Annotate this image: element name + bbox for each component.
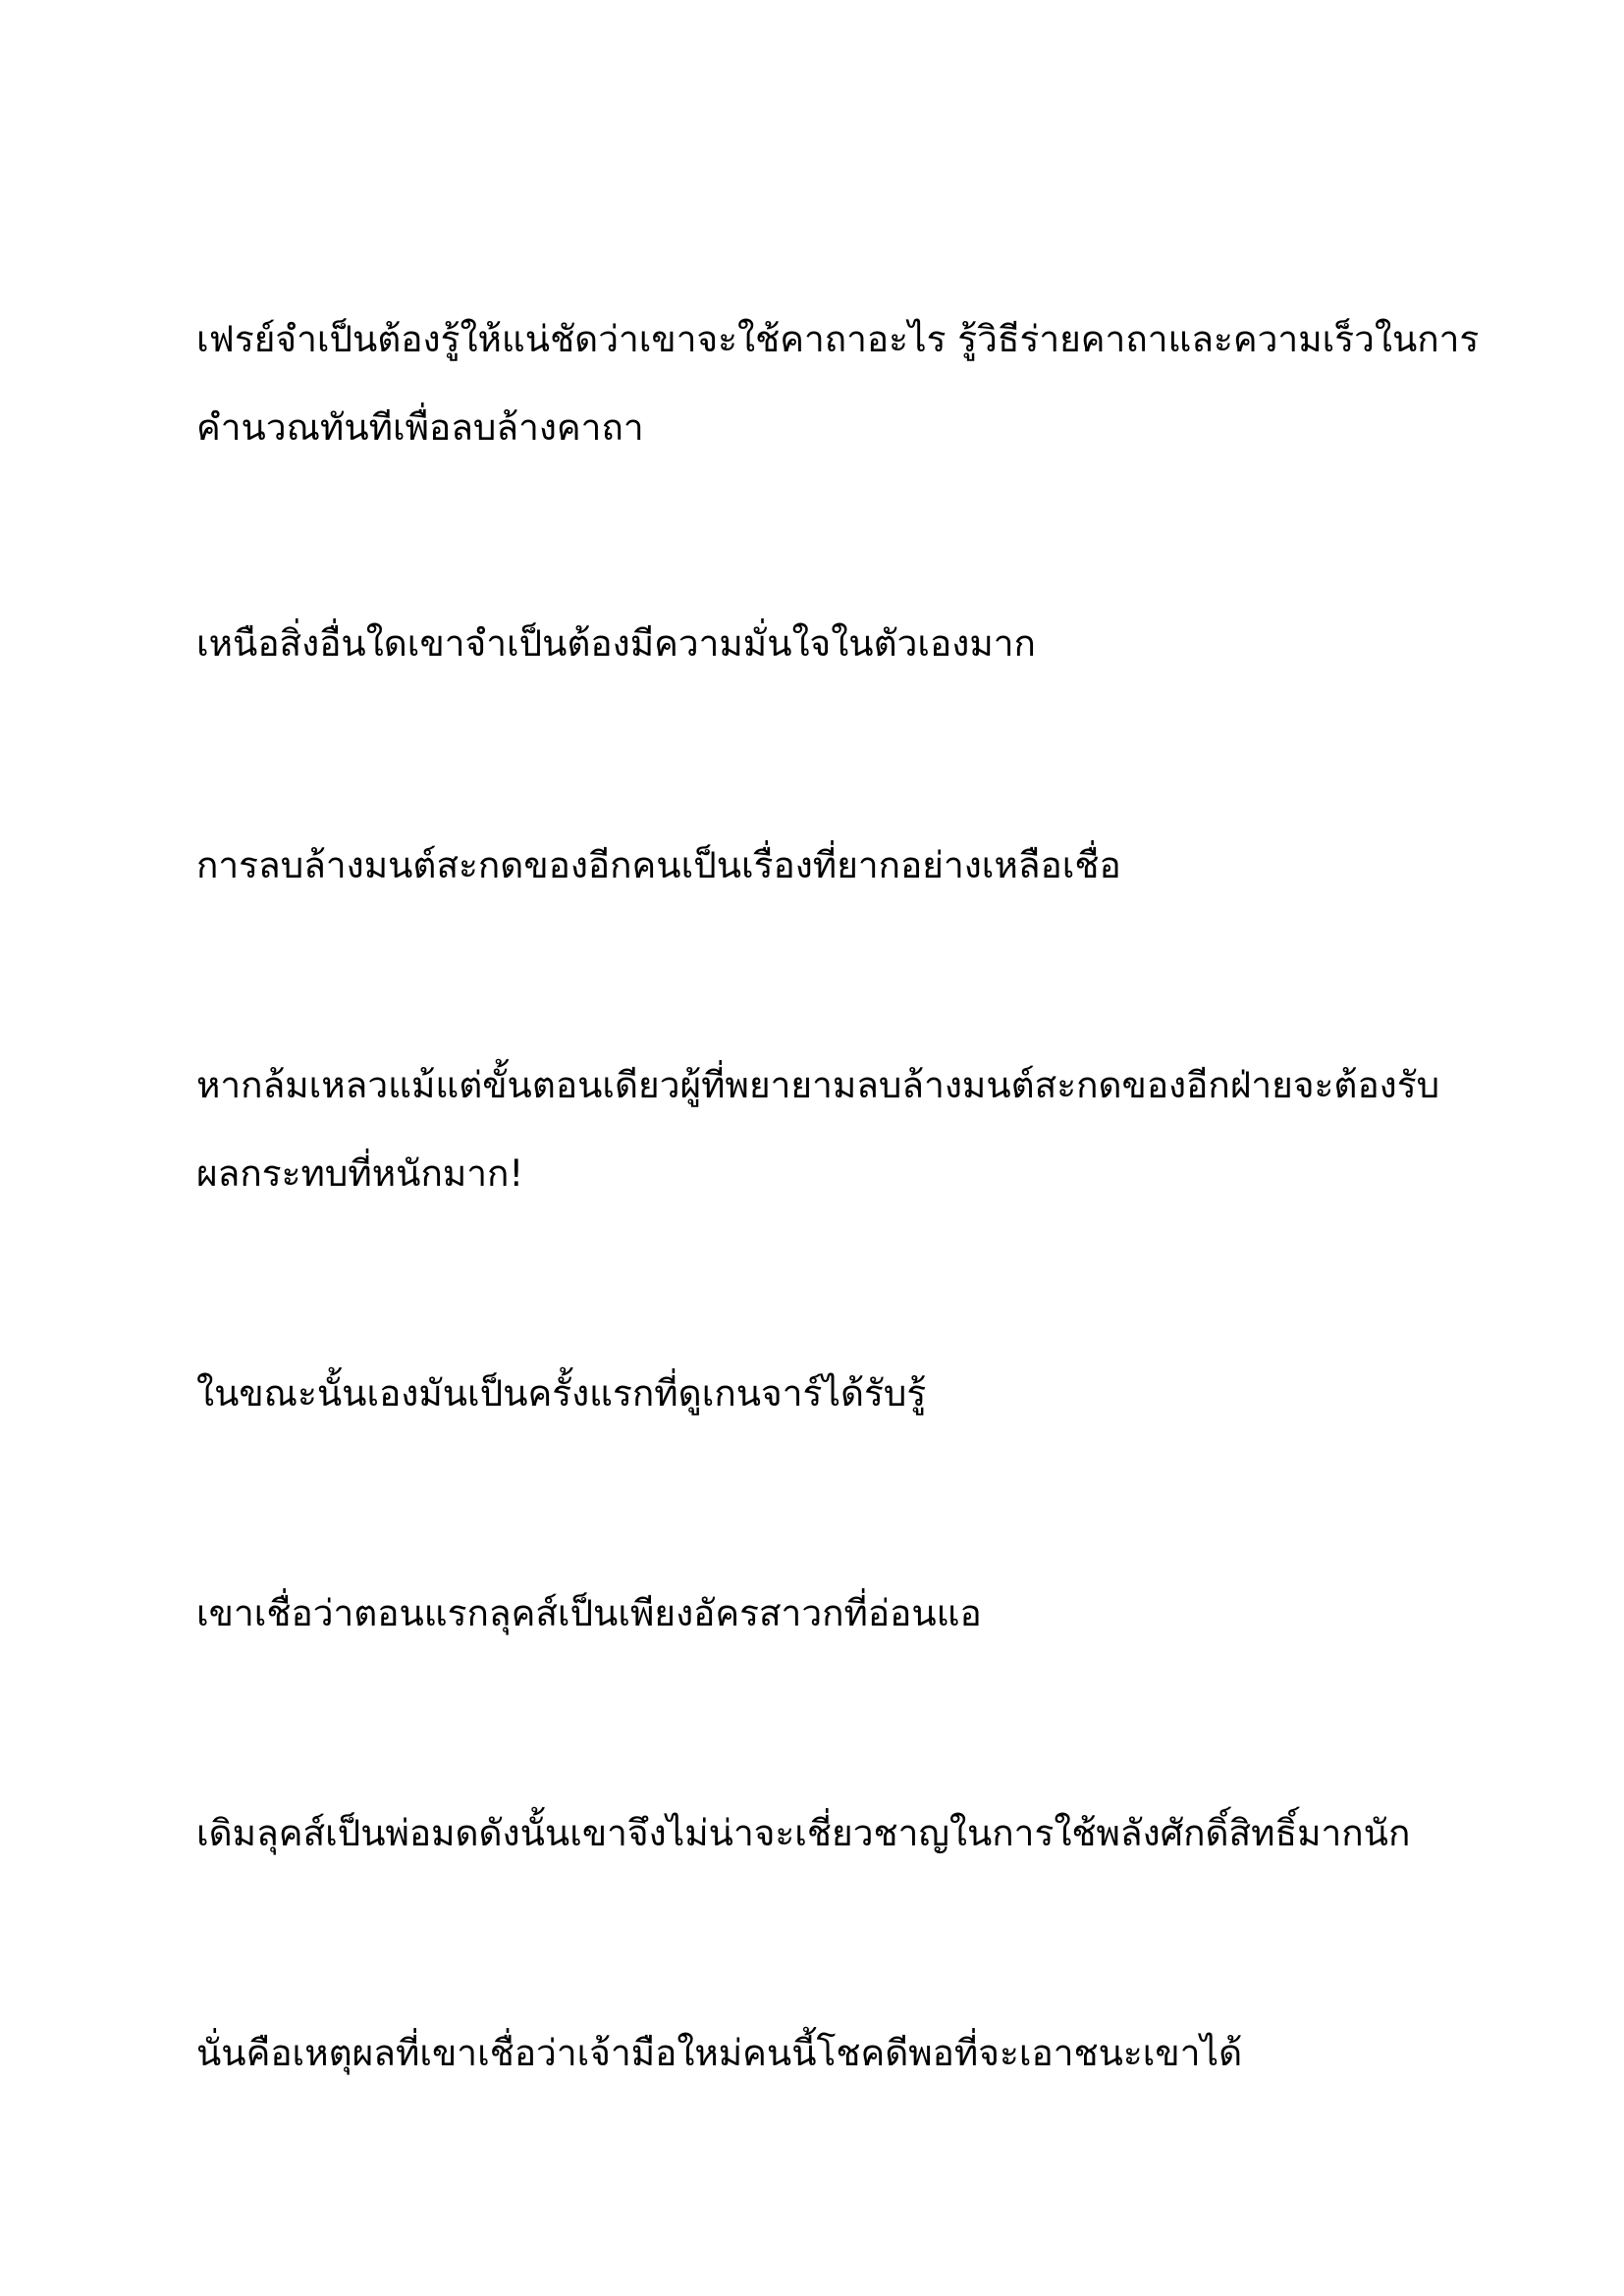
paragraph-line: คำนวณทันทีเพื่อลบล้างคาถา <box>196 406 644 449</box>
paragraph-line: ผลกระทบที่หนักมาก! <box>196 1152 524 1195</box>
paragraph-line: เฟรย์จำเป็นต้องรู้ให้แน่ชัดว่าเขาจะใช้คาถาอะไร รู้วิธีร่ายคาถาและความเร็วในการ <box>196 318 1480 360</box>
paragraph-line: การลบล้างมนต์สะกดของอีกคนเป็นเรื่องที่ยากอย่างเหลือเชื่อ <box>196 844 1121 886</box>
paragraph-line: เดิมลุคส์เป็นพ่อมดดังนั้นเขาจึงไม่น่าจะเชี่ยวชาญในการใช้พลังศักดิ์สิทธิ์มากนัก <box>196 1812 1411 1854</box>
paragraph-line: นั่นคือเหตุผลที่เขาเชื่อว่าเจ้ามือใหม่คนนี้โชคดีพอที่จะเอาชนะเขาได้ <box>196 2032 1243 2074</box>
paragraph-line: เขาเชื่อว่าตอนแรกลุคส์เป็นเพียงอัครสาวกที่อ่อนแอ <box>196 1592 982 1634</box>
paragraph-line: หากล้มเหลวแม้แต่ขั้นตอนเดียวผู้ที่พยายามลบล้างมนต์สะกดของอีกฝ่ายจะต้องรับ <box>196 1064 1440 1106</box>
paragraph-line: เหนือสิ่งอื่นใดเขาจำเป็นต้องมีความมั่นใจในตัวเองมาก <box>196 622 1036 665</box>
paragraph-line: ในขณะนั้นเองมันเป็นครั้งแรกที่ดูเกนจาร์ได้รับรู้ <box>196 1372 927 1415</box>
